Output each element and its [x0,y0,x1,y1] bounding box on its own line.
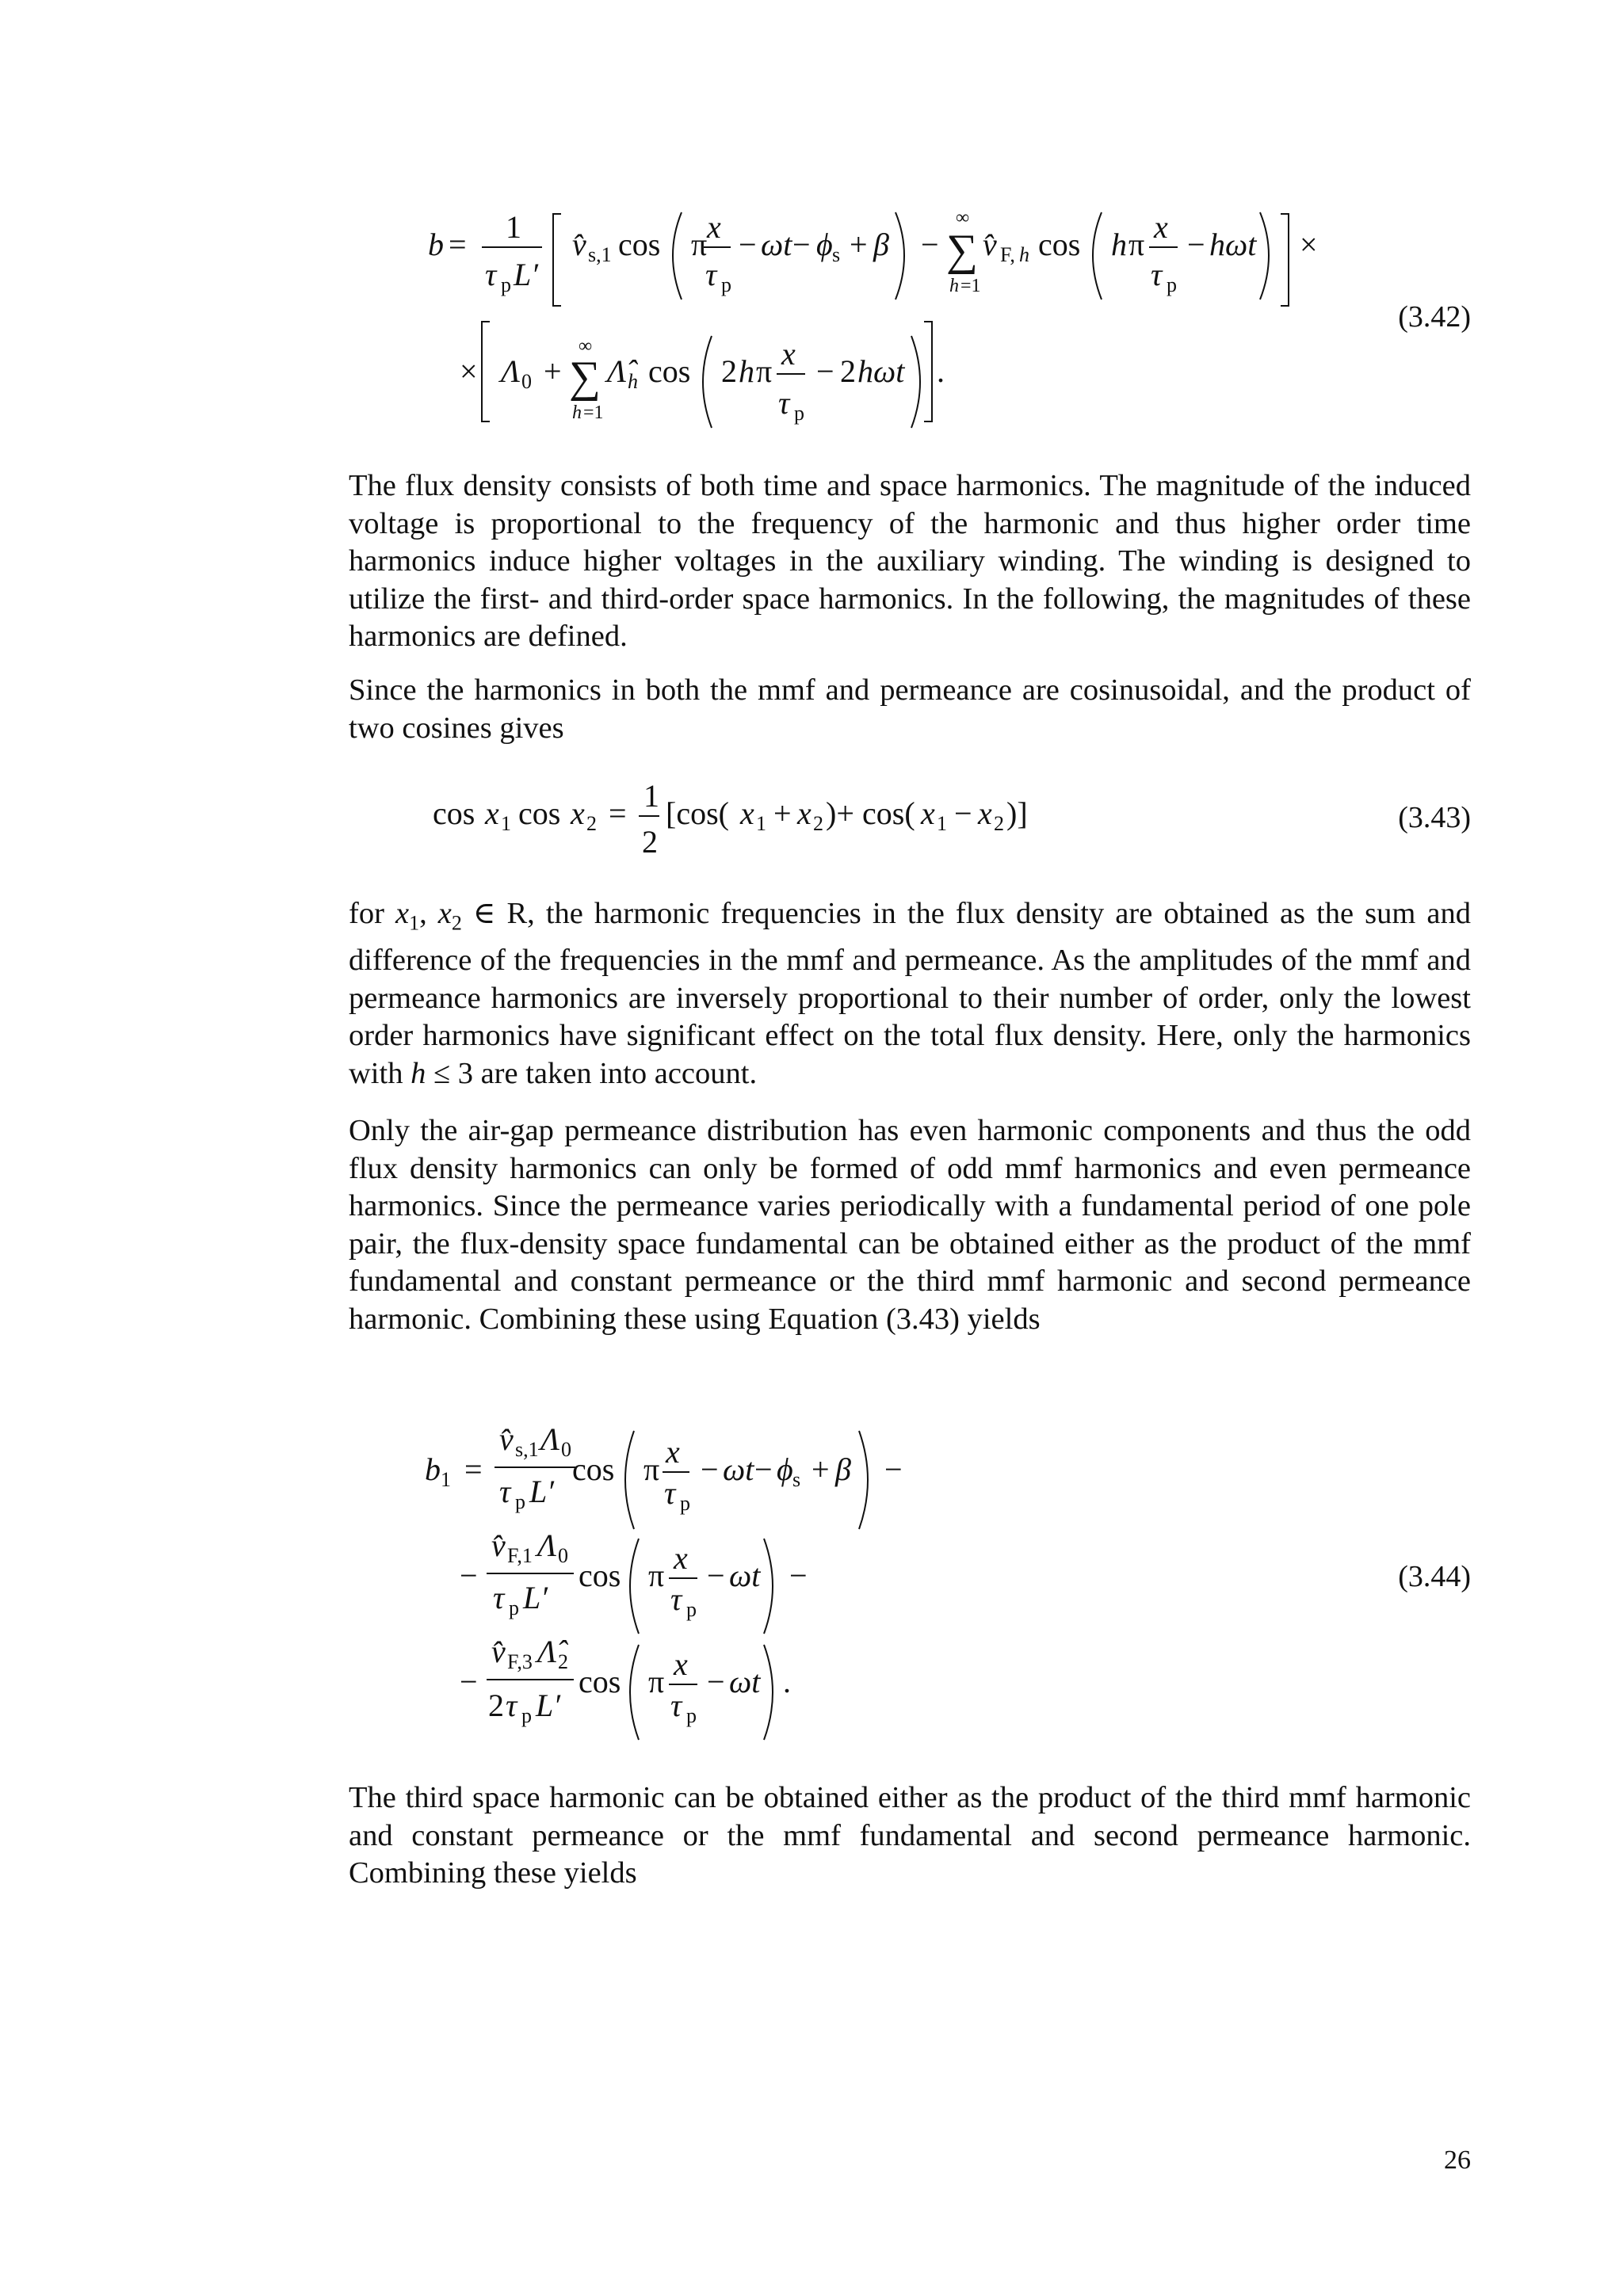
svg-text:L′: L′ [514,257,538,292]
svg-text:x: x [1154,209,1168,245]
svg-text:×: × [1300,227,1318,262]
svg-text:2: 2 [558,1650,568,1673]
svg-text:2: 2 [488,1688,504,1723]
paragraph-third-space-harmonic: The third space harmonic can be obtained either as the product of the third mmf harmonic and constant permeance or the mmf fundamental and second permeance harmonic. Combining these yields [349,1781,1471,1890]
svg-text:Λ̂: Λ̂ [607,353,627,389]
paragraph-harmonic-frequencies [349,895,1471,1093]
equation-number: (3.43) [1398,801,1471,834]
svg-text:ωt: ωt [761,227,792,262]
svg-text:Λ: Λ [540,1421,560,1457]
equation-3-44 [349,1410,1471,1751]
svg-text:τ: τ [664,1475,676,1511]
svg-text:0: 0 [521,370,532,393]
svg-text:p: p [680,1492,690,1515]
svg-text:∞: ∞ [579,336,593,357]
svg-text:)]: )] [1006,795,1028,831]
svg-text:−: − [1187,227,1205,262]
svg-text:.: . [783,1664,791,1699]
svg-text:x: x [666,1434,680,1470]
svg-text:Λ: Λ [501,353,521,389]
svg-text:.: . [937,353,945,389]
svg-text:−: − [460,1558,478,1593]
svg-text:1: 1 [937,812,947,835]
svg-text:s: s [792,1468,801,1491]
svg-text:1: 1 [756,812,766,835]
svg-text:cos: cos [518,795,561,831]
svg-text:cos(: cos( [862,795,915,831]
svg-text:cos: cos [433,795,475,831]
svg-text:−: − [707,1558,725,1593]
svg-text:+: + [850,227,868,262]
paragraph-air-gap-permeance: Only the air-gap permeance distribution has even harmonic components and thus the odd flux density harmonics can only be formed of odd mmf harmonics and even permeance harmonics. Since the permeance varies periodically with a fundamental period of one pole pair, the flux-density space fundamental can be obtained either as the product of the mmf fundamental and constant permeance or the third mmf harmonic and second permeance harmonic. Combining these using Equation (3.43) yields [349,1114,1471,1336]
svg-text:τ: τ [670,1581,682,1617]
svg-text:−: − [792,227,811,262]
svg-text:τ: τ [506,1688,517,1723]
svg-text:τ: τ [670,1688,682,1723]
svg-text:p: p [509,1596,519,1619]
svg-text:hωt: hωt [1209,227,1257,262]
svg-text:+: + [812,1451,830,1487]
svg-text:s,1: s,1 [515,1438,539,1461]
page-number: 26 [1444,2145,1471,2175]
svg-text:=: = [449,227,467,262]
svg-text:π: π [756,353,773,389]
svg-text:p: p [521,1704,532,1727]
svg-text:L′: L′ [529,1474,554,1509]
svg-text:[cos(: [cos( [666,795,729,831]
svg-text:s: s [832,243,841,266]
svg-text:−: − [884,1451,903,1487]
svg-text:−: − [707,1664,725,1699]
svg-text:2: 2 [840,353,856,389]
svg-text:b: b [428,227,444,262]
paragraph-flux-density: The flux density consists of both time and space harmonics. The magnitude of the induced voltage is proportional to the frequency of the harmonic and thus higher order time harmonics induce higher voltages in the auxiliary winding. The winding is designed to utilize the first- and third-order space harmonics. In the following, the magnitudes of these harmonics are defined. [349,469,1471,653]
svg-text:x: x [978,795,992,831]
svg-text:)+: )+ [826,795,854,831]
svg-text:=1: =1 [960,276,981,296]
svg-text:1: 1 [643,778,659,814]
svg-text:v̂: v̂ [572,227,586,262]
svg-text:x: x [781,336,796,372]
svg-text:−: − [460,1664,478,1699]
svg-text:ωt: ωt [729,1664,761,1699]
svg-text:F,3: F,3 [507,1650,533,1673]
svg-text:∞: ∞ [956,208,970,228]
svg-text:x: x [674,1540,688,1576]
svg-text:v̂: v̂ [491,1634,506,1669]
svg-text:s,1: s,1 [588,243,612,266]
svg-text:1: 1 [501,812,511,835]
svg-text:π: π [648,1664,665,1699]
svg-text:p: p [686,1598,697,1621]
svg-text:+: + [773,795,792,831]
svg-text:×: × [460,353,478,389]
svg-text:β: β [873,227,889,262]
svg-text:x: x [707,209,721,245]
svg-text:π: π [648,1558,665,1593]
svg-text:2: 2 [721,353,737,389]
svg-text:−: − [954,795,972,831]
svg-text:−: − [739,227,757,262]
svg-text:F,: F, [1000,243,1015,266]
svg-text:p: p [686,1704,697,1727]
svg-text:p: p [515,1490,525,1513]
svg-text:L′: L′ [536,1688,560,1723]
equation-number: (3.42) [1398,300,1471,334]
svg-text:0: 0 [558,1544,568,1567]
svg-text:=: = [464,1451,483,1487]
svg-text:v̂: v̂ [983,227,997,262]
svg-text:−: − [789,1558,808,1593]
svg-text:p: p [501,273,511,296]
svg-text:h: h [1111,227,1127,262]
svg-text:1: 1 [506,209,521,245]
svg-text:v̂: v̂ [491,1527,506,1563]
svg-text:p: p [794,402,804,425]
inline-math-h-le-3: h ≤ 3 [411,1056,481,1090]
svg-text:cos: cos [648,353,691,389]
svg-text:cos: cos [579,1558,621,1593]
svg-text:cos: cos [618,227,661,262]
equation-number: (3.44) [1398,1560,1471,1593]
equation-3-44-formula [349,1410,1141,1751]
svg-text:h: h [949,276,959,296]
svg-text:τ: τ [493,1580,505,1615]
svg-text:h: h [628,370,638,393]
svg-text:ϕ: ϕ [816,227,833,262]
svg-text:∑: ∑ [946,226,978,275]
svg-text:−: − [754,1451,773,1487]
svg-text:cos: cos [572,1451,615,1487]
svg-text:τ: τ [778,385,790,421]
svg-text:x: x [797,795,812,831]
svg-text:Λ̂: Λ̂ [537,1634,557,1669]
equation-3-43-formula [349,776,1062,864]
paragraph-text: for [349,897,384,930]
svg-text:ϕ: ϕ [777,1451,793,1487]
svg-text:2: 2 [994,812,1004,835]
svg-text:v̂: v̂ [499,1421,514,1457]
paragraph-product-of-cosines: Since the harmonics in both the mmf and permeance are cosinusoidal, and the product of two cosines gives [349,673,1471,745]
svg-text:x: x [571,795,585,831]
svg-text:cos: cos [1038,227,1081,262]
svg-text:hωt: hωt [857,353,905,389]
svg-text:τ: τ [485,257,497,292]
paragraph-text: are taken into account. [480,1056,758,1090]
svg-text:τ: τ [1151,257,1163,292]
svg-text:π: π [1128,227,1145,262]
svg-text:∑: ∑ [569,353,601,402]
equation-3-43 [349,776,1471,864]
svg-text:x: x [921,795,935,831]
svg-text:τ: τ [705,257,717,292]
svg-text:+: + [544,353,562,389]
svg-text:ωt: ωt [723,1451,754,1487]
svg-text:−: − [701,1451,719,1487]
svg-text:π: π [691,227,708,262]
svg-text:x: x [740,795,754,831]
svg-text:2: 2 [586,812,597,835]
svg-text:h: h [572,402,582,423]
svg-text:1: 1 [441,1468,451,1491]
svg-text:−: − [816,353,834,389]
inline-math-x1-x2-in-R: $x_1$, $x_2$ ∈ R [395,897,528,935]
svg-text:F,1: F,1 [507,1544,533,1567]
svg-text:2: 2 [642,824,658,860]
svg-text:2: 2 [813,812,823,835]
svg-text:cos: cos [579,1664,621,1699]
svg-text:=1: =1 [583,402,604,423]
equation-3-42 [349,206,1471,444]
svg-text:−: − [921,227,939,262]
svg-text:h: h [1019,243,1029,266]
svg-text:ωt: ωt [729,1558,761,1593]
svg-text:x: x [674,1646,688,1682]
svg-text:p: p [721,273,731,296]
svg-text:τ: τ [499,1474,511,1509]
svg-text:L′: L′ [523,1580,548,1615]
svg-text:Λ: Λ [537,1527,557,1563]
equation-3-42-formula [349,206,1339,444]
paragraph-text: , the harmonic frequencies in the flux density are obtained as the sum and difference of the frequencies in the mmf and permeance. As the amplitudes of the mmf and permeance harmonics are inversely proportional to their number of order, only the lowest order harmonics have significant effect on the total flux density. Here, only the harmonics with [349,897,1472,1090]
svg-text:h: h [739,353,754,389]
svg-text:β: β [835,1451,851,1487]
svg-text:0: 0 [561,1438,571,1461]
svg-text:π: π [643,1451,660,1487]
svg-text:b: b [425,1451,441,1487]
svg-text:x: x [485,795,499,831]
svg-text:=: = [609,795,627,831]
svg-text:p: p [1167,273,1177,296]
